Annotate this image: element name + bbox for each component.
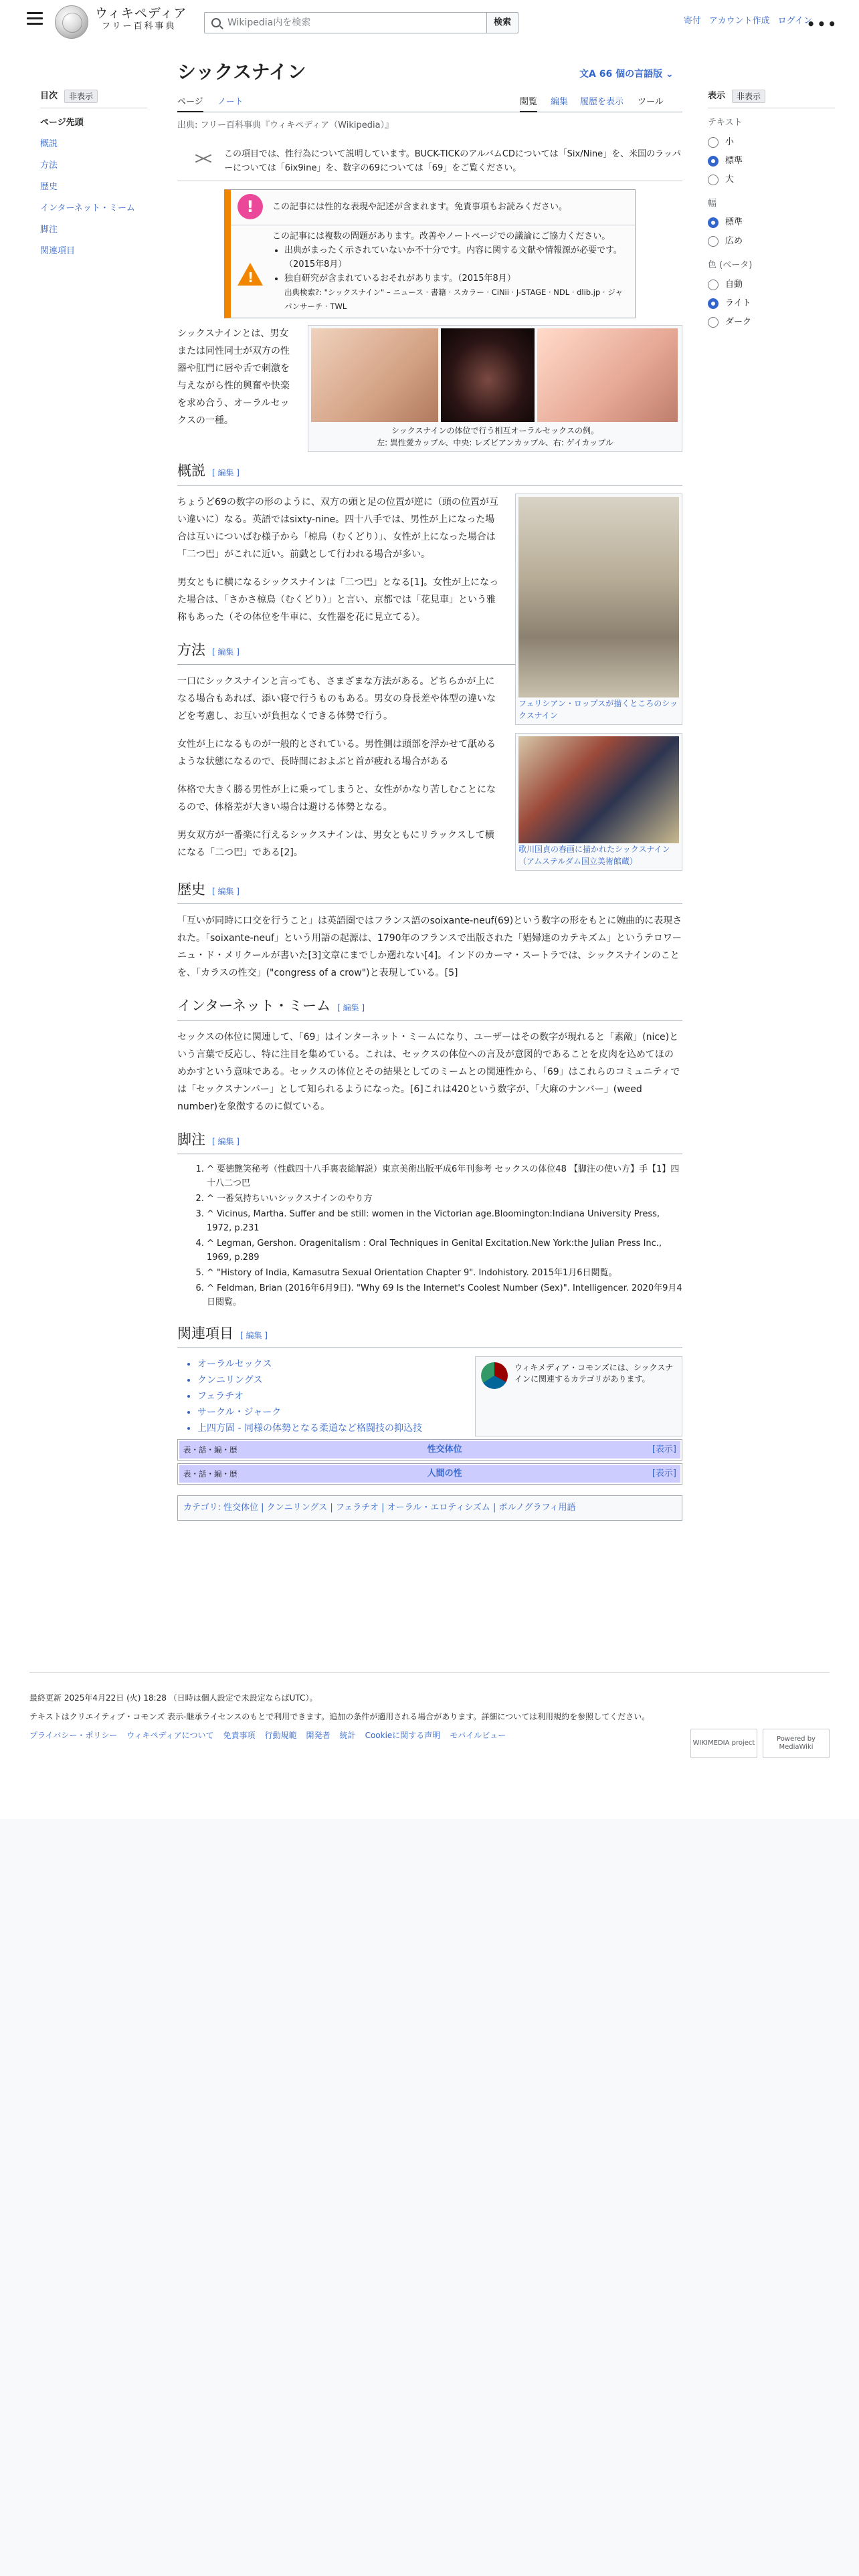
license-text: テキストはクリエイティブ・コモンズ 表示-継承ライセンスのもとで利用できます。追加の条件が適用される場合があります。詳細については利用規約を参照してください。 xyxy=(29,1712,650,1721)
navbox-show-button[interactable]: [表示] xyxy=(652,1468,676,1479)
heading-history: 歴史 [ 編集 ] xyxy=(177,879,682,904)
navbox-vte[interactable]: 表・話・編・歴 xyxy=(183,1469,237,1479)
page-footer xyxy=(29,1672,830,1751)
from-line: 出典: フリー百科事典『ウィキペディア（Wikipedia）』 xyxy=(177,120,394,130)
create-account-link[interactable]: アカウント作成 xyxy=(708,16,770,26)
overview-paragraph-2: 男女ともに横になるシックスナインは「二つ巴」となる[1]。女性が上になった場合は、「さかさ椋鳥（むくどり）」と言い、京都では「花見車」という雅称もあった（その体位を牛車に、女性器を花に見立てる）。 xyxy=(177,577,499,623)
source-search-links[interactable]: 出典検索?: "シックスナイン" – ニュース · 書籍 · スカラー · CiNii · J-STAGE · NDL · dlib.jp · ジャパンサーチ · TWL xyxy=(284,288,623,311)
translate-icon: 文A xyxy=(579,69,599,80)
logo-wordmark[interactable] xyxy=(95,6,187,33)
method-paragraph-1: 一口にシックスナインと言っても、さまざまな方法がある。どちらかが上になる場合もあれば、添い寝で行うものもある。男女の身長差や体型の違いなどを考慮し、お互いが負担なくできる体勢で行う。 xyxy=(177,676,496,722)
tab-edit[interactable]: 編集 xyxy=(551,97,569,107)
toc-item-meme[interactable]: インターネット・ミーム xyxy=(40,203,135,213)
text-size-label: テキスト xyxy=(708,117,743,128)
edit-method-link[interactable]: [ 編集 ] xyxy=(212,647,240,657)
appearance-hide-button[interactable]: 非表示 xyxy=(732,90,765,103)
figure-kunisada xyxy=(515,733,682,871)
table-of-contents xyxy=(40,90,147,262)
footer-link[interactable]: 行動規範 xyxy=(264,1731,297,1740)
navbox-positions xyxy=(177,1439,682,1461)
color-auto[interactable]: 自動 xyxy=(708,276,835,294)
photo-gay-couple[interactable] xyxy=(537,328,678,422)
navbox-vte[interactable]: 表・話・編・歴 xyxy=(183,1444,237,1455)
wikimedia-badge[interactable]: WIKIMEDIA project xyxy=(690,1729,757,1758)
tab-tools[interactable]: ツール xyxy=(638,97,664,107)
related-link[interactable]: • クンニリングス xyxy=(197,1372,422,1388)
color-light[interactable]: ライト xyxy=(708,294,835,313)
navbox-title[interactable]: 性交体位 xyxy=(427,1444,462,1455)
rops-caption: フェリシアン・ロップスが描くところのシックスナイン xyxy=(518,699,678,720)
reference-item: 2. ^ 一番気持ちいいシックスナインのやり方 xyxy=(207,1192,682,1206)
figure-rops xyxy=(515,494,682,725)
search-placeholder: Wikipedia内を検索 xyxy=(227,17,311,28)
tab-read[interactable]: 閲覧 xyxy=(520,94,537,112)
meme-paragraph: セックスの体位に関連して、「69」はインターネット・ミームになり、ユーザーはその数字が現れると「素敵」(nice)という言葉で反応し、特に注目を集めている。これは、セックスの体位への言及が意図的であることを皮肉を込めてほのめかすという意味である。セックスの体位とその結果としてのミームとの関連性から、「69」はこれらのコミュニティでは「セックスナンバー」として知られるようになった。[6]これは420という数字が、「大麻のナンバー」(weed number)を象徴するのに似ている。 xyxy=(177,1032,680,1112)
toc-item-top[interactable]: ページ先頭 xyxy=(40,117,84,128)
edit-meme-link[interactable]: [ 編集 ] xyxy=(337,1003,365,1012)
width-wide[interactable]: 広め xyxy=(708,232,835,251)
search-input[interactable] xyxy=(204,12,486,33)
reference-item: 1. ^ 要徳艶笑秘考（性戯四十八手裏表総解説）東京美術出版平成6年刊参考 セックスの体位48 【脚注の使い方】手【1】四十八二つ巴 xyxy=(207,1162,682,1190)
reference-item: 4. ^ Legman, Gershon. Oragenitalism : Oral Techniques in Genital Excitation.New York:the Julian Press Inc., 1969, p.289 xyxy=(207,1237,682,1265)
footer-link[interactable]: 免責事項 xyxy=(223,1731,256,1740)
color-label: 色 (ベータ) xyxy=(708,260,753,271)
edit-related-link[interactable]: [ 編集 ] xyxy=(240,1331,268,1340)
related-link[interactable]: • フェラチオ xyxy=(197,1388,422,1404)
heading-method: 方法 [ 編集 ] xyxy=(177,639,682,665)
site-header xyxy=(0,0,859,43)
history-paragraph: 「互いが同時に口交を行うこと」は英語圏ではフランス語のsoixante-neuf(69)という数字の形をもとに婉曲的に表現された。「soixante-neuf」という用語の起源は、1790年のフランスで出版された「娼婦達のカテキズム」というテロワーニュ・ド・メリクールが書いた[3]文章にまでしか遡れない[4]。インドのカーマ・スートラでは、シックスナインのことを、「カラスの性交」("congress of a crow")と表現している。[5] xyxy=(177,916,682,978)
warning-triangle-icon: ! xyxy=(237,263,263,286)
photo-heterosexual-couple[interactable] xyxy=(311,328,438,422)
user-links xyxy=(684,15,812,29)
mediawiki-badge[interactable]: Powered by MediaWiki xyxy=(763,1729,830,1758)
toc-item-method[interactable]: 方法 xyxy=(40,160,58,171)
tab-page[interactable]: ページ xyxy=(177,94,203,112)
category-links[interactable]: カテゴリ: 性交体位 | クンニリングス | フェラチオ | オーラル・エロティシズム | ポルノグラフィ用語 xyxy=(177,1495,682,1521)
kunisada-caption: 歌川国貞の春画に描かれたシックスナイン（アムステルダム国立美術館蔵） xyxy=(518,845,670,866)
text-size-standard[interactable]: 標準 xyxy=(708,152,835,171)
navbox-sexuality xyxy=(177,1463,682,1485)
search-button[interactable]: 検索 xyxy=(486,12,518,33)
footer-link[interactable]: プライバシー・ポリシー xyxy=(29,1731,118,1740)
navbox-show-button[interactable]: [表示] xyxy=(652,1444,676,1455)
method-paragraph-3: 体格で大きく勝る男性が上に乗ってしまうと、女性がかなり苦しむことになるので、体格差が大きい場合は避ける体勢となる。 xyxy=(177,784,496,813)
logo-title: ウィキペディア xyxy=(95,6,187,21)
logo-subtitle: フリー百科事典 xyxy=(102,21,177,31)
heading-overview: 概説 [ 編集 ] xyxy=(177,460,682,486)
toc-title: 目次 xyxy=(40,91,58,101)
toc-item-history[interactable]: 歴史 xyxy=(40,181,58,192)
more-options-icon[interactable]: • • • xyxy=(806,16,835,32)
warning-box xyxy=(224,189,636,318)
donate-link[interactable]: 寄付 xyxy=(683,16,701,26)
footer-link[interactable]: ウィキペディアについて xyxy=(126,1731,214,1740)
toc-item-notes[interactable]: 脚注 xyxy=(40,224,58,235)
footer-link[interactable]: Cookieに関する声明 xyxy=(365,1731,441,1740)
navbox-title[interactable]: 人間の性 xyxy=(427,1468,462,1479)
text-size-large[interactable]: 大 xyxy=(708,171,835,189)
page-title: シックスナイン xyxy=(177,61,306,83)
color-dark[interactable]: ダーク xyxy=(708,313,835,332)
reference-item: 3. ^ Vicinus, Martha. Suffer and be still: women in the Victorian age.Bloomington:Indiana University Press, 1972, p.231 xyxy=(207,1207,682,1235)
commons-logo-icon xyxy=(481,1362,508,1389)
disambiguation-icon xyxy=(195,152,215,166)
figure-caption-detail: 左: 異性愛カップル、中央: レズビアンカップル、右: ゲイカップル xyxy=(377,438,613,447)
heading-notes: 脚注 [ 編集 ] xyxy=(177,1129,682,1154)
footer-link[interactable]: 統計 xyxy=(339,1731,356,1740)
commons-text[interactable]: ウィキメディア・コモンズには、シックスナインに関連するカテゴリがあります。 xyxy=(514,1363,674,1384)
toc-header xyxy=(40,90,147,108)
heading-meme: インターネット・ミーム [ 編集 ] xyxy=(177,995,682,1021)
appearance-panel xyxy=(708,90,835,332)
method-paragraph-2: 女性が上になるものが一般的とされている。男性側は頭部を浮かせて舐めるような状態になるので、長時間におよぶと首が疲れる場合がある xyxy=(177,739,496,767)
related-link[interactable]: • 上四方固 - 同様の体勢となる柔道など格闘技の抑込技 xyxy=(197,1420,422,1436)
photo-lesbian-couple[interactable] xyxy=(441,328,535,422)
text-size-small[interactable]: 小 xyxy=(708,133,835,152)
exclamation-icon: ! xyxy=(237,194,263,219)
commons-box xyxy=(475,1356,682,1436)
related-link[interactable]: • オーラルセックス xyxy=(197,1356,422,1372)
edit-history-link[interactable]: [ 編集 ] xyxy=(212,887,240,896)
tab-talk[interactable]: ノート xyxy=(217,97,244,107)
hatnote-text: この項目では、性行為について説明しています。BUCK-TICKのアルバムCDについては「Six/Nine」を、米国のラッパーについては「6ix9ine」を、数字の69については「69」をご覧ください。 xyxy=(224,149,681,173)
language-button[interactable] xyxy=(579,67,674,82)
sexual-content-notice: この記事には性的な表現や記述が含まれます。免責事項もお読みください。 xyxy=(272,202,567,212)
rops-illustration[interactable] xyxy=(518,497,679,697)
references-list xyxy=(177,1162,682,1309)
reference-item: 5. ^ "History of India, Kamasutra Sexual Orientation Chapter 9". Indohistory. 2015年1月6日閲覧。 xyxy=(207,1266,682,1280)
toc-hide-button[interactable]: 非表示 xyxy=(64,90,98,103)
edit-notes-link[interactable]: [ 編集 ] xyxy=(212,1137,240,1146)
related-section xyxy=(177,1356,682,1436)
related-link[interactable]: • サークル・ジャーク xyxy=(197,1404,422,1420)
edit-overview-link[interactable]: [ 編集 ] xyxy=(212,468,240,477)
figure-caption: シックスナインの体位で行う相互オーラルセックスの例。 xyxy=(391,426,599,435)
reference-item: 6. ^ Feldman, Brian (2016年6月9日). "Why 69 Is the Internet's Coolest Number (Sex)". Intelligencer. 2020年9月4日閲覧。 xyxy=(207,1281,682,1309)
issue-original-research: • 独自研究が含まれているおそれがあります。（2015年8月） xyxy=(284,272,628,286)
toc-item-overview[interactable]: 概説 xyxy=(40,138,58,149)
lead-paragraph: シックスナインとは、男女または同性同士が双方の性器や肛門に唇や舌で刺激を与えながら性的興奮や快楽を求め合う、オーラルセックスの一種。 xyxy=(177,328,290,426)
language-count: 66 個の言語版 xyxy=(599,69,663,80)
main-menu-icon[interactable] xyxy=(27,12,43,25)
footer-link[interactable]: 開発者 xyxy=(306,1731,330,1740)
page-background xyxy=(0,1819,859,2576)
figure-positions xyxy=(308,325,682,452)
hatnote xyxy=(177,140,682,181)
footer-link[interactable]: モバイルビュー xyxy=(450,1731,506,1740)
wikipedia-globe-logo[interactable] xyxy=(55,5,88,39)
issue-sources: • 出典がまったく示されていないか不十分です。内容に関する文献や情報源が必要です。（2015年8月） xyxy=(284,243,628,272)
width-label: 幅 xyxy=(708,198,717,209)
appearance-title: 表示 xyxy=(708,91,726,101)
login-link[interactable]: ログイン xyxy=(777,16,812,26)
last-modified: 最終更新 2025年4月22日 (火) 18:28 （日時は個人設定で未設定ならばUTC）。 xyxy=(29,1693,318,1703)
heading-related: 関連項目 [ 編集 ] xyxy=(177,1323,682,1348)
method-paragraph-4: 男女双方が一番楽に行えるシックスナインは、男女ともにリラックスして横になる「二つ巴」である[2]。 xyxy=(177,830,494,858)
toc-item-related[interactable]: 関連項目 xyxy=(40,245,76,256)
search-form xyxy=(204,12,518,33)
chevron-down-icon: ⌄ xyxy=(662,69,674,80)
issues-intro: この記事には複数の問題があります。改善やノートページでの議論にご協力ください。 xyxy=(272,231,611,241)
kunisada-print[interactable] xyxy=(518,736,679,843)
page-tabs xyxy=(177,94,682,112)
width-standard[interactable]: 標準 xyxy=(708,213,835,232)
search-icon xyxy=(211,18,221,27)
overview-paragraph-1: ちょうど69の数字の形のように、双方の頭と足の位置が逆に（頭の位置が互い違いに）なる。英語ではsixty-nine。四十八手では、男性が上になった場合は互いについばむ様子から「椋鳥（むくどり）」、女性が上になった場合は「二つ巴」がこれに近い。前戯として行われる場合が多い。 xyxy=(177,497,498,560)
article-content xyxy=(177,140,682,1521)
tab-history[interactable]: 履歴を表示 xyxy=(580,97,624,107)
